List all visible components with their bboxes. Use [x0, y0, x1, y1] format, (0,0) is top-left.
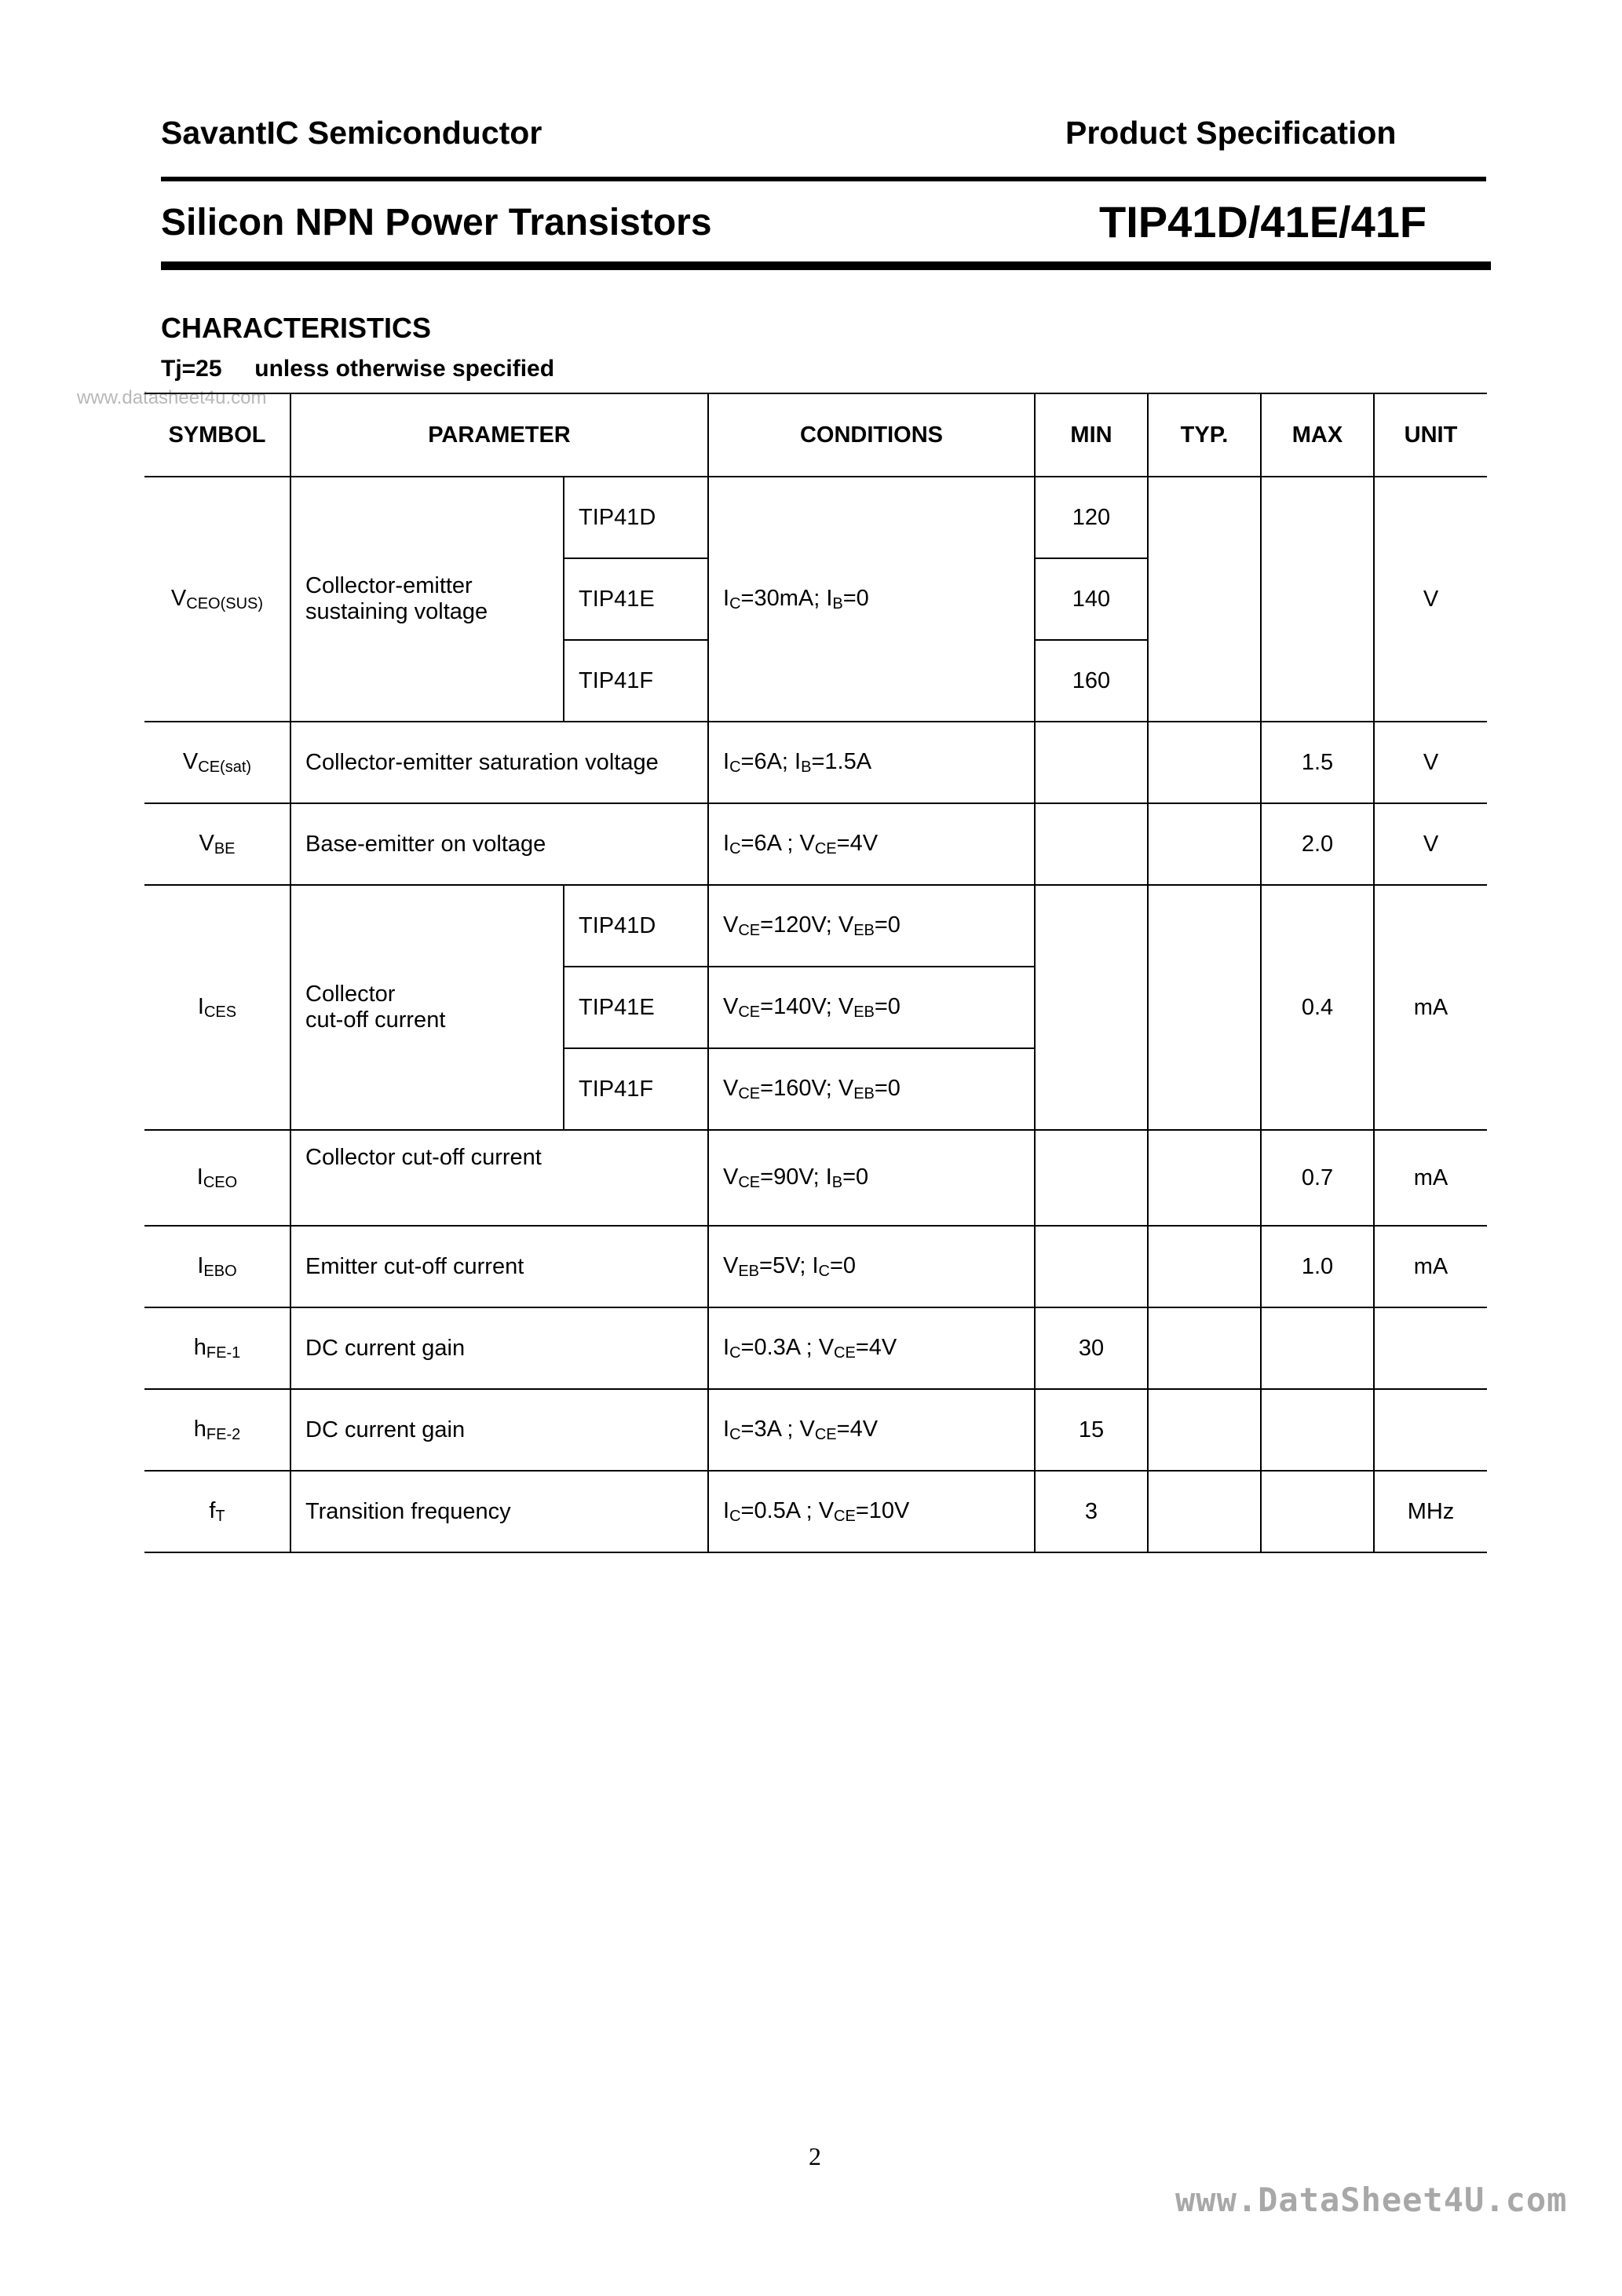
max-cell: [1261, 477, 1374, 722]
typ-cell: [1148, 1307, 1261, 1389]
max-cell: [1261, 1307, 1374, 1389]
conditions-cell: $I_C=3A$ ; $V_{CE}=4V$: [708, 1389, 1035, 1471]
header-divider: [161, 177, 1486, 181]
symbol-cell: $f_T$: [144, 1471, 290, 1552]
unit-cell: MHz: [1374, 1471, 1487, 1552]
conditions-cell: $V_{EB}=5V$; $I_C=0$: [708, 1226, 1035, 1307]
table-row: [144, 1130, 1487, 1226]
min-cell: 3: [1035, 1471, 1148, 1552]
typ-cell: [1148, 1226, 1261, 1307]
typ-cell: [1148, 477, 1261, 722]
typ-cell: [1148, 885, 1261, 1130]
typ-cell: [1148, 803, 1261, 885]
parameter-cell: Base-emitter on voltage: [290, 803, 708, 885]
min-cell: [1035, 803, 1148, 885]
unit-cell: V: [1374, 803, 1487, 885]
header-conditions: CONDITIONS: [708, 393, 1035, 477]
parameter-cell: Collector cut-off current: [290, 885, 564, 1130]
typ-cell: [1148, 1130, 1261, 1226]
conditions-cell: $V_{CE}=160V$; $V_{EB}=0$: [708, 1048, 1035, 1130]
symbol-cell: $I_{EBO}$: [144, 1226, 290, 1307]
parameter-cell: Collector-emitter saturation voltage: [290, 722, 708, 803]
max-cell: 1.5: [1261, 722, 1374, 803]
table-row: [144, 1389, 1487, 1471]
conditions-cell: $V_{CE}=140V$; $V_{EB}=0$: [708, 967, 1035, 1048]
max-cell: 1.0: [1261, 1226, 1374, 1307]
document-title: Silicon NPN Power Transistors: [161, 202, 712, 243]
table-row: [144, 1307, 1487, 1389]
variant-cell: TIP41E: [564, 967, 708, 1048]
typ-cell: [1148, 722, 1261, 803]
section-title: CHARACTERISTICS: [161, 312, 432, 344]
document-type: Product Specification: [1065, 115, 1397, 151]
parameter-cell: Collector-emitter sustaining voltage: [290, 477, 564, 722]
header-parameter: PARAMETER: [290, 393, 708, 477]
variant-cell: TIP41F: [564, 1048, 708, 1130]
title-divider: [161, 261, 1491, 270]
max-cell: [1261, 1389, 1374, 1471]
header-min: MIN: [1035, 393, 1148, 477]
conditions-cell: $I_C=6A$; $I_B=1.5A$: [708, 722, 1035, 803]
header-typ: TYP.: [1148, 393, 1261, 477]
characteristics-table: [144, 393, 1487, 1553]
watermark-top: www.datasheet4u.com: [77, 387, 267, 408]
table-row: [144, 722, 1487, 803]
symbol-cell: $V_{CE(sat)}$: [144, 722, 290, 803]
max-cell: 0.7: [1261, 1130, 1374, 1226]
table-row: [144, 803, 1487, 885]
unit-cell: [1374, 1307, 1487, 1389]
unit-cell: [1374, 1389, 1487, 1471]
min-cell: [1035, 1226, 1148, 1307]
conditions-cell: $I_C=0.5A$ ; $V_{CE}=10V$: [708, 1471, 1035, 1552]
unit-cell: V: [1374, 722, 1487, 803]
typ-cell: [1148, 1389, 1261, 1471]
header-unit: UNIT: [1374, 393, 1487, 477]
symbol-cell: $h_{FE-1}$: [144, 1307, 290, 1389]
conditions-cell: $I_C=6A$ ; $V_{CE}=4V$: [708, 803, 1035, 885]
watermark-bottom: www.DataSheet4U.com: [1175, 2181, 1568, 2219]
min-cell: 30: [1035, 1307, 1148, 1389]
condition-label: Tj=25: [161, 356, 222, 382]
unit-cell: mA: [1374, 1130, 1487, 1226]
min-cell: 15: [1035, 1389, 1148, 1471]
symbol-cell: $V_{BE}$: [144, 803, 290, 885]
max-cell: 2.0: [1261, 803, 1374, 885]
parameter-cell: Emitter cut-off current: [290, 1226, 708, 1307]
parameter-cell: Collector cut-off current: [290, 1130, 708, 1226]
min-cell: 120: [1035, 477, 1148, 558]
variant-cell: TIP41E: [564, 558, 708, 640]
parameter-cell: DC current gain: [290, 1307, 708, 1389]
min-cell: [1035, 885, 1148, 1130]
symbol-cell: $V_{CEO(SUS)}$: [144, 477, 290, 722]
symbol-cell: $I_{CES}$: [144, 885, 290, 1130]
parameter-cell: Transition frequency: [290, 1471, 708, 1552]
min-cell: [1035, 722, 1148, 803]
table-row: [144, 1471, 1487, 1552]
table-row: [144, 477, 1487, 558]
typ-cell: [1148, 1471, 1261, 1552]
part-number: TIP41D/41E/41F: [1099, 197, 1427, 247]
variant-cell: TIP41D: [564, 477, 708, 558]
table-row: [144, 885, 1487, 967]
variant-cell: TIP41D: [564, 885, 708, 967]
symbol-cell: $I_{CEO}$: [144, 1130, 290, 1226]
unit-cell: V: [1374, 477, 1487, 722]
company-name: SavantIC Semiconductor: [161, 115, 542, 151]
unit-cell: mA: [1374, 885, 1487, 1130]
conditions-cell: $V_{CE}=120V$; $V_{EB}=0$: [708, 885, 1035, 967]
test-condition-note: [161, 356, 554, 382]
conditions-cell: $I_C=0.3A$ ; $V_{CE}=4V$: [708, 1307, 1035, 1389]
conditions-cell: $I_C=30mA$; $I_B=0$: [708, 477, 1035, 722]
header-symbol: SYMBOL: [144, 393, 290, 477]
min-cell: [1035, 1130, 1148, 1226]
conditions-cell: $V_{CE}=90V$; $I_B=0$: [708, 1130, 1035, 1226]
max-cell: [1261, 1471, 1374, 1552]
condition-text: unless otherwise specified: [254, 356, 555, 382]
header-max: MAX: [1261, 393, 1374, 477]
table-header-row: [144, 393, 1487, 477]
page-number: 2: [809, 2142, 821, 2170]
unit-cell: mA: [1374, 1226, 1487, 1307]
parameter-cell: DC current gain: [290, 1389, 708, 1471]
table-row: [144, 1226, 1487, 1307]
min-cell: 160: [1035, 640, 1148, 722]
variant-cell: TIP41F: [564, 640, 708, 722]
min-cell: 140: [1035, 558, 1148, 640]
max-cell: 0.4: [1261, 885, 1374, 1130]
symbol-cell: $h_{FE-2}$: [144, 1389, 290, 1471]
